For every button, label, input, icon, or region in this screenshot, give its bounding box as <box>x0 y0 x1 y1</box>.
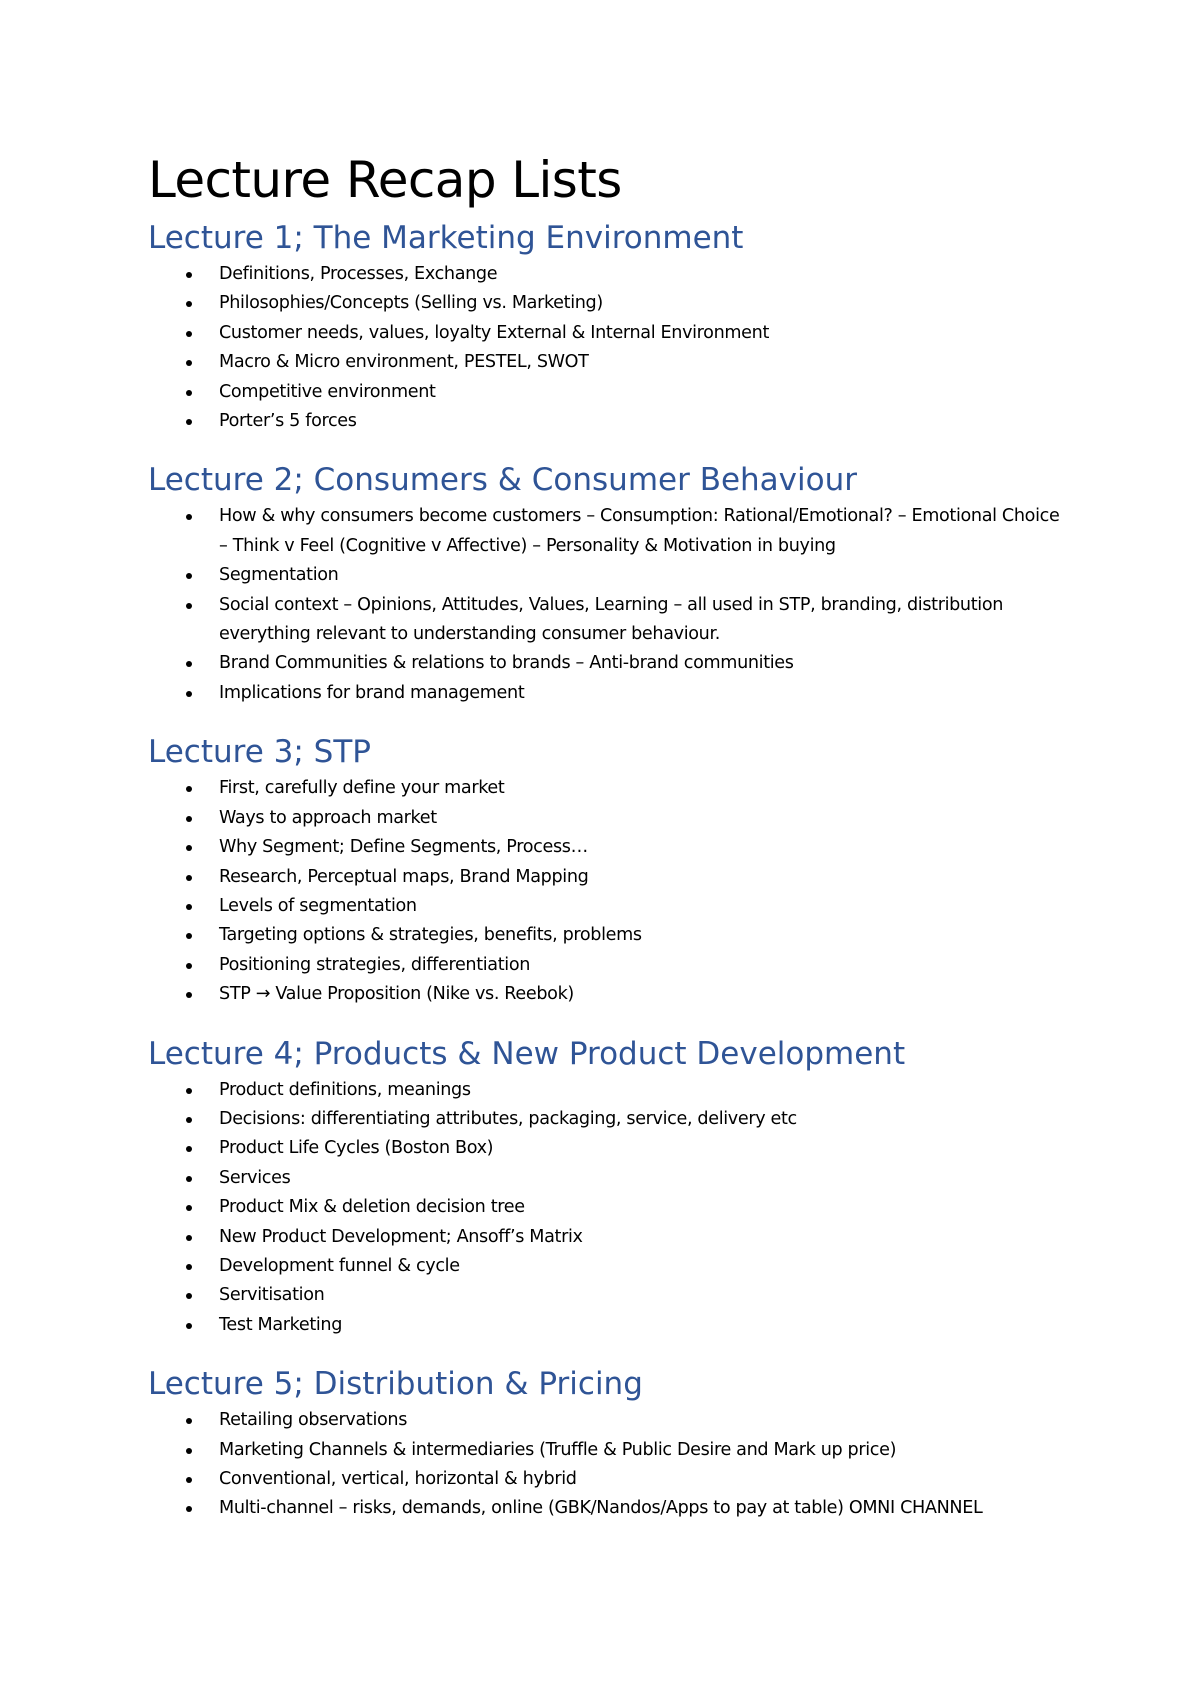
section-heading: Lecture 2; Consumers & Consumer Behaviour <box>148 462 857 499</box>
list-item <box>148 561 1068 590</box>
list-item <box>148 1494 1068 1523</box>
list-item-text: Conventional, vertical, horizontal & hybrid <box>219 1469 577 1489</box>
list-item-text: Product Mix & deletion decision tree <box>219 1197 525 1218</box>
section-lecture-3 <box>148 730 1068 1009</box>
list-item <box>148 921 1068 950</box>
bullet-list <box>148 502 1068 708</box>
bullet-icon <box>186 390 192 396</box>
bullet-icon <box>186 1088 192 1094</box>
bullet-icon <box>186 816 192 822</box>
bullet-icon <box>186 661 192 667</box>
list-item <box>148 804 1068 833</box>
list-item-text: Macro & Micro environment, PESTEL, SWOT <box>219 352 589 373</box>
section-heading: Lecture 4; Products & New Product Development <box>148 1035 906 1072</box>
list-item <box>148 649 1068 678</box>
bullet-icon <box>186 904 192 910</box>
bullet-icon <box>186 875 192 881</box>
bullet-list <box>148 260 1068 436</box>
list-item <box>148 1465 1068 1494</box>
bullet-icon <box>186 1176 192 1182</box>
list-item <box>148 591 1068 650</box>
bullet-icon <box>186 573 192 579</box>
list-item <box>148 1193 1068 1222</box>
bullet-icon <box>186 1117 192 1123</box>
list-item <box>148 833 1068 862</box>
bullet-icon <box>186 1264 192 1270</box>
list-item <box>148 774 1068 803</box>
list-item-text: Levels of segmentation <box>219 895 417 916</box>
bullet-icon <box>186 1418 192 1424</box>
list-item-text: Services <box>219 1167 291 1188</box>
bullet-icon <box>186 691 192 697</box>
section-lecture-5 <box>148 1362 1068 1524</box>
list-item <box>148 1406 1068 1435</box>
list-item <box>148 679 1068 708</box>
list-item <box>148 1134 1068 1163</box>
bullet-icon <box>186 360 192 366</box>
list-item-text: Multi-channel – risks, demands, online (GBK/Nandos/Apps to pay at table) OMNI CHANNEL <box>219 1498 983 1519</box>
list-item-text: Social context – Opinions, Attitudes, Values, Learning – all used in STP, branding, distribution everything relevant to understanding consumer behaviour. <box>219 594 1004 645</box>
list-item <box>148 319 1068 348</box>
list-item <box>148 407 1068 436</box>
list-item <box>148 1281 1068 1310</box>
list-item-text: Brand Communities & relations to brands – Anti-brand communities <box>219 653 794 674</box>
section-heading: Lecture 5; Distribution & Pricing <box>148 1366 643 1403</box>
list-item-text: Development funnel & cycle <box>219 1255 460 1276</box>
list-item-text: Targeting options & strategies, benefits, problems <box>219 925 642 946</box>
bullet-list <box>148 1406 1068 1524</box>
section-lecture-1 <box>148 216 1068 436</box>
bullet-icon <box>186 992 192 998</box>
list-item-text: Implications for brand management <box>219 682 525 703</box>
list-item-text: Competitive environment <box>219 381 436 402</box>
bullet-icon <box>186 1235 192 1241</box>
bullet-icon <box>186 963 192 969</box>
list-item-text: How & why consumers become customers – Consumption: Rational/Emotional? – Emotional Choice – Think v Feel (Cognitive v Affective) – Personality & Motivation in buying <box>219 506 1060 556</box>
page-title: Lecture Recap Lists <box>148 151 622 209</box>
list-item <box>148 1076 1068 1105</box>
bullet-icon <box>186 1506 192 1512</box>
bullet-icon <box>186 272 192 278</box>
list-item-text: Ways to approach market <box>219 807 437 828</box>
list-item <box>148 1436 1068 1465</box>
list-item <box>148 1311 1068 1340</box>
list-item <box>148 1223 1068 1252</box>
list-item-text: Product Life Cycles (Boston Box) <box>219 1138 494 1159</box>
document-page <box>148 150 1068 1524</box>
list-item <box>148 289 1068 318</box>
section-heading: Lecture 3; STP <box>148 734 371 771</box>
list-item-text: New Product Development; Ansoff’s Matrix <box>219 1226 583 1247</box>
list-item-text: Decisions: differentiating attributes, packaging, service, delivery etc <box>219 1108 797 1129</box>
list-item <box>148 348 1068 377</box>
list-item-text: Servitisation <box>219 1285 325 1306</box>
section-lecture-2 <box>148 458 1068 708</box>
list-item <box>148 260 1068 289</box>
list-item-text: Why Segment; Define Segments, Process… <box>219 837 588 858</box>
list-item-text: Test Marketing <box>219 1314 343 1335</box>
list-item <box>148 863 1068 892</box>
list-item <box>148 502 1068 561</box>
bullet-icon <box>186 786 192 792</box>
list-item <box>148 980 1068 1009</box>
list-item-text: Product definitions, meanings <box>219 1079 471 1100</box>
bullet-icon <box>186 933 192 939</box>
list-item-text: Customer needs, values, loyalty External & Internal Environment <box>219 322 770 343</box>
bullet-icon <box>186 331 192 337</box>
list-item-text: Research, Perceptual maps, Brand Mapping <box>219 866 589 887</box>
list-item <box>148 1252 1068 1281</box>
bullet-icon <box>186 1448 192 1454</box>
list-item-text: STP → Value Proposition (Nike vs. Reebok) <box>219 984 574 1005</box>
list-item-text: Retailing observations <box>219 1410 408 1431</box>
bullet-icon <box>186 1293 192 1299</box>
bullet-list <box>148 1076 1068 1341</box>
bullet-icon <box>186 1477 192 1483</box>
bullet-icon <box>186 1146 192 1152</box>
bullet-icon <box>186 603 192 609</box>
bullet-icon <box>186 419 192 425</box>
list-item <box>148 1164 1068 1193</box>
bullet-list <box>148 774 1068 1009</box>
bullet-icon <box>186 514 192 520</box>
list-item-text: Philosophies/Concepts (Selling vs. Marketing) <box>219 293 603 314</box>
list-item-text: Positioning strategies, differentiation <box>219 954 531 975</box>
section-heading: Lecture 1; The Marketing Environment <box>148 220 744 256</box>
list-item <box>148 892 1068 921</box>
list-item <box>148 1105 1068 1134</box>
list-item-text: Definitions, Processes, Exchange <box>219 264 498 284</box>
bullet-icon <box>186 1323 192 1329</box>
list-item-text: Porter’s 5 forces <box>219 411 357 432</box>
list-item-text: Marketing Channels & intermediaries (Truffle & Public Desire and Mark up price) <box>219 1439 897 1460</box>
list-item-text: Segmentation <box>219 565 339 586</box>
list-item <box>148 951 1068 980</box>
list-item <box>148 378 1068 407</box>
bullet-icon <box>186 301 192 307</box>
list-item-text: First, carefully define your market <box>219 778 505 799</box>
bullet-icon <box>186 1205 192 1211</box>
section-lecture-4 <box>148 1032 1068 1341</box>
bullet-icon <box>186 845 192 851</box>
